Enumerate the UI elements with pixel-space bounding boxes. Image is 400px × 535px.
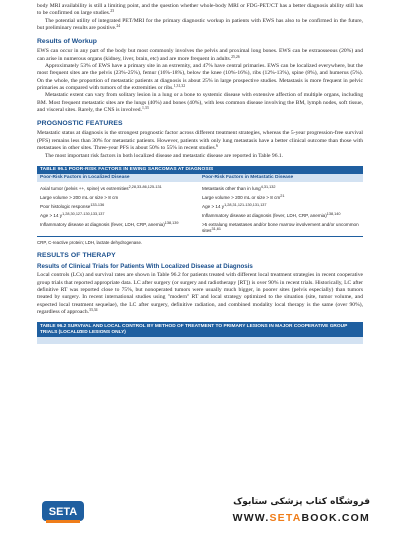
workup-p2-text: Approximately 53% of EWS have a primary site in an extremity, and 47% have central primaries. EWS can be localized everywhere, but the most frequent sites are the pelvis (23%-25%), femur (16%-18%), below the knee (10%-16%), ribs (12%-13%), spine (8%), and humerus (5%). On the whole, the proportion of metastatic patients at diagnosis is about 25% in large prospective studies. Metastasis is more frequent in pelvic primaries as compared with tumors of the extremities or ribs. <box>37 63 363 92</box>
workup-paragraph-3 <box>37 92 363 114</box>
ref: 133-136 <box>90 203 105 208</box>
therapy-paragraph-1 <box>37 272 363 316</box>
prognostic-p1-text: Metastatic status at diagnosis is the strongest prognostic factor across different treatment strategies, whereas the 5-year progression-free survival (PFS) remains less than 30% for metastatic patients. However, patients with only lung metastasis have a better clinical outcome than those with metastases in other sites. Three-year PFS is about 50% to 55% in recent studies. <box>37 130 363 152</box>
ref: 23 <box>110 9 115 14</box>
section-heading-therapy: RESULTS OF THERAPY <box>37 252 116 260</box>
prognostic-paragraph-1 <box>37 130 363 152</box>
intro-p1-text: body MRI availability is still a limiting point, and the question whether whole-body MRI or FDG-PET/CT has a better diagnosis ability still has to be confirmed on large studies. <box>37 3 363 17</box>
cell-text: Poor histologic response <box>40 204 91 210</box>
cell-text: Axial tumor (pelvis ++, spine) vs extremities <box>40 185 129 191</box>
ref: 138,140 <box>326 212 341 217</box>
cell-text: Large volume > 200 mL or size > 8 cm <box>202 194 281 200</box>
ref: 1,28,31,121-130,131,137 <box>224 203 267 208</box>
logo-underline <box>46 520 80 523</box>
intro-paragraph-1 <box>37 3 363 18</box>
ref: 6 <box>216 144 218 149</box>
workup-p3-text: Metastatic extent can vary from solitary lesion in a lung or a bone to systemic disease with extensive affection of multiple organs, including BM. Most frequent metastatic sites are the lungs (40%) and bones (40%), with less common disease involving the BM, lymph nodes, soft tissue, and visceral sites. Rarely, the CNS is involved. <box>37 92 363 114</box>
table-title: TABLE 96.1 POOR-RISK FACTORS IN EWING SARCOMAS AT DIAGNOSIS <box>37 166 363 174</box>
cell-text: Metastasis other than in lung <box>202 185 261 191</box>
watermark-url[interactable] <box>210 512 370 524</box>
localized-risk-factor-row <box>40 222 196 228</box>
ref: 31,61 <box>211 226 221 231</box>
setabook-logo <box>42 499 84 525</box>
metastatic-risk-factor-row <box>202 195 360 201</box>
table-96-1 <box>37 166 363 246</box>
table-header-right: Poor-Risk Factors in Metastatic Disease <box>202 175 294 181</box>
section-heading-workup: Results of Workup <box>37 38 97 46</box>
table-header-left: Poor-Risk Factors in Localized Disease <box>40 175 130 181</box>
table-header-row <box>37 174 363 182</box>
ref: 1,31,32 <box>173 84 186 89</box>
url-prefix: WWW. <box>232 512 270 524</box>
cell-text: Age > 14 y <box>202 204 225 210</box>
ref: 24 <box>116 24 121 29</box>
ref: 2,28,33-86,125-131 <box>128 184 162 189</box>
table-96-2-title: TABLE 96.2 SURVIVAL AND LOCAL CONTROL BY METHOD OF TREATMENT TO PRIMARY LESIONS IN MAJOR COOPERATIVE GROUP TRIALS (LOCALIZED LESIONS ONLY) <box>37 322 363 337</box>
ref: 21 <box>280 193 285 198</box>
intro-p2-text: The potential utility of integrated PET/MRI for the primary diagnostic workup in patients with EWS has also to be confirmed in the future, but preliminary results are positive. <box>37 17 363 32</box>
subsection-heading-localized: Results of Clinical Trials for Patients With Localized Disease at Diagnosis <box>37 263 253 271</box>
section-heading-prognostic: PROGNOSTIC FEATURES <box>37 120 123 128</box>
localized-risk-factor-row <box>40 204 196 210</box>
workup-paragraph-2 <box>37 63 363 92</box>
logo-text: SETA <box>48 506 78 518</box>
cell-text: Large volume > 200 mL or size > 8 cm <box>40 194 119 200</box>
workup-paragraph-1 <box>37 48 363 63</box>
table-column-right <box>200 184 360 234</box>
localized-risk-factor-row <box>40 213 196 219</box>
table-96-2-header <box>37 337 363 344</box>
ref: 4,31,132 <box>260 184 276 189</box>
localized-risk-factor-row <box>40 186 196 192</box>
ref: 1,33 <box>141 106 149 111</box>
ref: 138,139 <box>164 221 179 226</box>
cell-text: Age > 14 y <box>40 213 63 219</box>
prognostic-paragraph-2: The most important risk factors in both localized disease and metastatic disease are reported in Table 96.1. <box>45 152 284 159</box>
table-column-left <box>40 184 200 234</box>
ref: 1,28,30,127-130,133,137 <box>62 212 105 217</box>
watermark-persian-text: فروشگاه کتاب پزشکی ستابوک <box>233 497 370 507</box>
localized-risk-factor-row <box>40 195 196 201</box>
metastatic-risk-factor-row <box>202 204 360 210</box>
url-brand: SETA <box>269 512 302 524</box>
metastatic-risk-factor-row <box>202 213 360 219</box>
url-suffix: BOOK.COM <box>301 512 370 524</box>
cell-text: >5 extralung metastases and/or bone marrow involvement and/or uncommon sites <box>202 222 359 233</box>
ref: 25,26 <box>231 54 240 59</box>
cell-text: Inflammatory disease at diagnosis (fever, LDH, CRP, anemia) <box>40 222 165 228</box>
metastatic-risk-factor-row <box>202 222 360 233</box>
cell-text: Inflammatory disease at diagnosis (fever, LDH, CRP, anemia) <box>202 213 327 219</box>
intro-paragraph-2 <box>37 18 363 33</box>
therapy-p1-text: Local controls (LCs) and survival rates are shown in Table 96.2 for patients treated with different local treatment strategies in recent cooperative group trials that reported appropriate data. LC after surgery (or surgery and radiotherapy [RT]) is over 90% in recent trials. Historically, LC after definitive RT was reported close to 75%, but nonoperated tumors were usually much bigger, in poorer sites (pelvis especially) than tumors treated by surgery. In recent international studies using "modern" RT and local strategy optimized to the situation (site, tumor volume, and expected local treatment sequelae), the LC after surgery, definitive radiation, and combined modality local therapy is the same (over 90%), regardless of approach. <box>37 272 363 316</box>
ref: 33,34 <box>89 308 98 313</box>
table-footnote: CRP, C-reactive protein; LDH, lactate dehydrogenase. <box>37 240 143 246</box>
workup-p1-text: EWS can occur in any part of the body but most commonly involves the pelvis and proximal long bones. EWS can be extraosseous (20%) and can arise in numerous organs (kidney, liver, brain, etc) and are more frequent in adults. <box>37 48 363 62</box>
metastatic-risk-factor-row <box>202 186 360 192</box>
table-body <box>37 182 363 238</box>
